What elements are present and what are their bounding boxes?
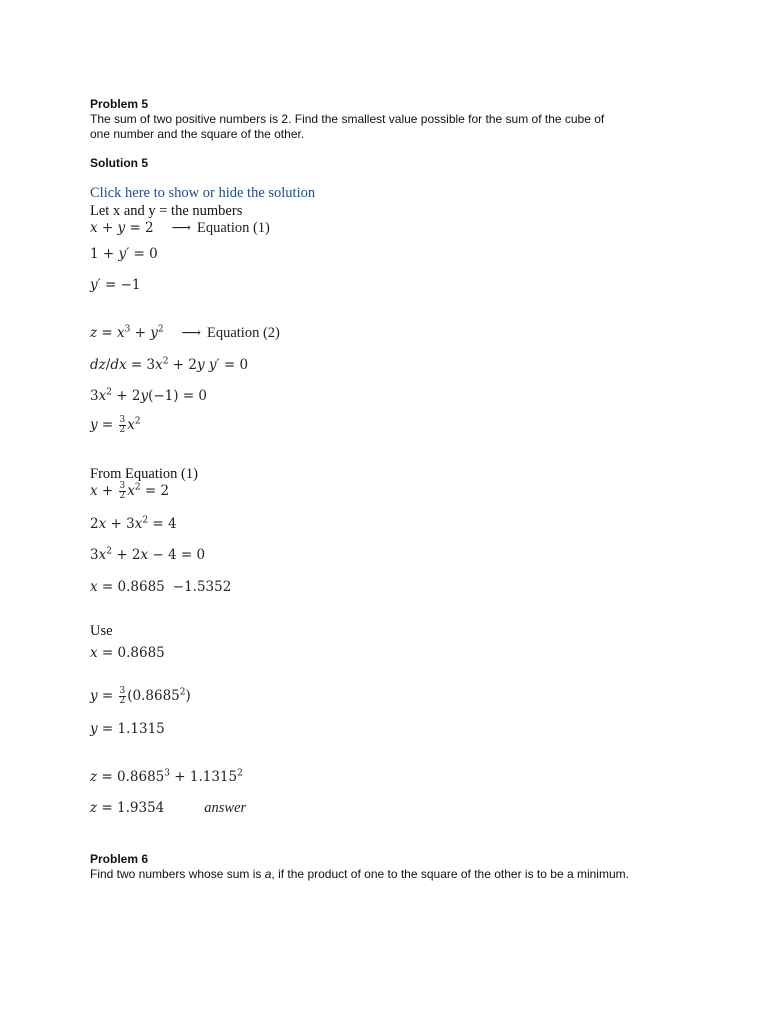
problem-5-text-line-2: one number and the square of the other. [90, 127, 305, 141]
root-2: −1.5352 [172, 579, 232, 595]
use-label: Use [90, 623, 113, 639]
dz-dx-equation: $dz/dx = 3x^2 + 2y$ y′ = 0 [90, 356, 249, 373]
problem-6-text-before: Find two numbers whose sum is [90, 867, 265, 881]
equation-2: $z = x^3 + y^2$ ⟶ Equation (2) [90, 324, 280, 341]
derivative-y-equation: y′ = −1 [90, 277, 141, 293]
problem-6-heading: Problem 6 [90, 852, 149, 866]
y-substitution-equation: y = $\frac{3}{2}$ (0.8685$^2$) [90, 686, 191, 706]
problem-5-heading: Problem 5 [90, 97, 149, 111]
derivative-sum-equation: 1 + y′ = 0 [90, 246, 158, 262]
cleared-equation: $2x + 3x^2 = 4$ [90, 515, 177, 532]
z-substitution-equation: $z = 0.8685^3 + 1.1315^2$ [90, 768, 243, 785]
problem-6-text-after: , if the product of one to the square of the other is to be a minimum. [271, 867, 629, 881]
equation-1: x + y = 2 ⟶ Equation (1) [90, 220, 270, 236]
problem-5-text-line-1: The sum of two positive numbers is 2. Find the smallest value possible for the sum of the cube of [90, 112, 605, 126]
z-value: 1.9354 [117, 800, 165, 816]
fraction-three-halves: $\frac{3}{2}$ [119, 415, 126, 435]
solution-5-heading: Solution 5 [90, 156, 148, 170]
problem-6-variable: a [264, 867, 272, 881]
substituted-equation: x + $\frac{3}{2}$ $x^2 = 2$ [90, 481, 170, 501]
quadratic-equation: $3x^2 + 2x - 4 = 0$ [90, 546, 206, 563]
from-equation-1-label: From Equation (1) [90, 466, 198, 482]
y-value-equation: y = 1.1315 [90, 721, 165, 737]
substitution-equation: $3x^2 + 2y(-1) = 0$ [90, 387, 208, 404]
equation-2-label: Equation (2) [206, 325, 280, 341]
problem-6-text [90, 867, 629, 882]
z-value-equation: z = 1.9354 answer [90, 800, 247, 816]
toggle-solution-link[interactable]: Click here to show or hide the solution [90, 185, 316, 201]
fraction-three-halves: $\frac{3}{2}$ [119, 686, 126, 706]
y-value: 1.1315 [117, 721, 165, 737]
x-used-value: 0.8685 [117, 645, 165, 661]
equation-1-label: Equation (1) [197, 220, 270, 236]
root-1: 0.8685 [117, 579, 165, 595]
let-statement: Let x and y = the numbers [90, 203, 243, 219]
y-in-terms-of-x: y = $\frac{3}{2}$ $x^2$ [90, 415, 141, 435]
fraction-three-halves: $\frac{3}{2}$ [119, 481, 126, 501]
x-used-equation: x = 0.8685 [90, 645, 165, 661]
quadratic-roots: x = 0.8685 −1.5352 [90, 579, 232, 595]
answer-label: answer [204, 800, 247, 816]
